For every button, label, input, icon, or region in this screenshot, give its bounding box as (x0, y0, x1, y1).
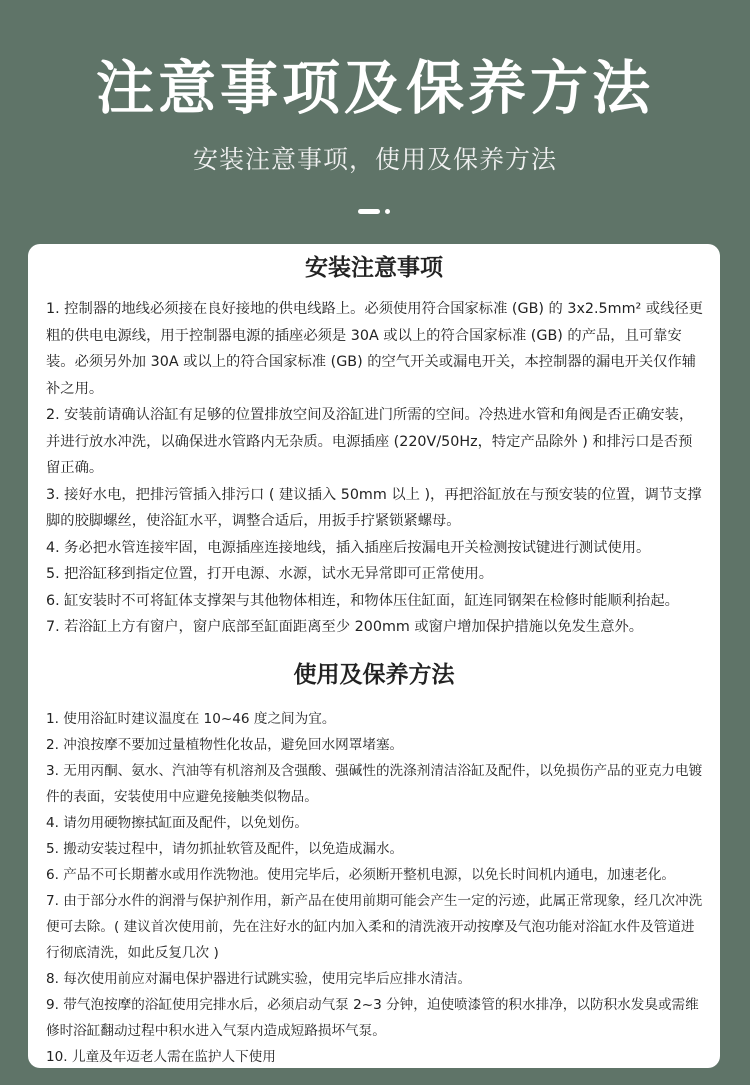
maintenance-list (28, 706, 720, 1069)
list-item: 4. 务必把水管连接牢固，电源插座连接地线，插入插座后按漏电开关检测按试键进行测试使用。 (46, 539, 651, 556)
list-item: 2. 安装前请确认浴缸有足够的位置排放空间及浴缸进门所需的空间。冷热进水管和角阀是否正确安装，并进行放水冲洗，以确保进水管路内无杂质。电源插座 (220V/50Hz，特定产品除外 ) 和排污口是否预留正确。 (46, 407, 694, 476)
list-item: 1. 使用浴缸时建议温度在 10~46 度之间为宜。 (46, 710, 336, 727)
installation-list (28, 296, 720, 641)
list-item: 3. 接好水电，把排污管插入排污口 ( 建议插入 50mm 以上 )，再把浴缸放在与预安装的位置，调节支撑脚的胶脚螺丝，使浴缸水平，调整合适后，用扳手拧紧锁紧螺母。 (46, 486, 702, 529)
section-title-installation: 安装注意事项 (305, 255, 443, 281)
section-title-maintenance: 使用及保养方法 (293, 661, 455, 688)
list-item: 3. 无用丙酮、氨水、汽油等有机溶剂及含强酸、强碱性的洗涤剂清洁浴缸及配件，以免损伤产品的亚克力电镀件的表面，安装使用中应避免接触类似物品。 (46, 762, 703, 805)
list-item: 7. 由于部分水件的润滑与保护剂作用，新产品在使用前期可能会产生一定的污迹，此属正常现象，经几次冲洗便可去除。( 建议首次使用前，先在注好水的缸内加入柔和的清洗液开动按摩及气泡功能对浴缸水件及管道进行彻底清洗，如此反复几次 ) (46, 892, 703, 961)
list-item: 7. 若浴缸上方有窗户，窗户底部至缸面距离至少 200mm 或窗户增加保护措施以免发生意外。 (46, 619, 644, 635)
list-item: 9. 带气泡按摩的浴缸使用完排水后，必须启动气泵 2~3 分钟，迫使喷漆管的积水排净，以防积水发臭或需维修时浴缸翻动过程中积水进入气泵内造成短路损坏气泵。 (46, 996, 699, 1039)
list-item: 4. 请勿用硬物擦拭缸面及配件，以免划伤。 (46, 814, 308, 831)
list-item: 5. 把浴缸移到指定位置，打开电源、水源，试水无异常即可正常使用。 (46, 566, 494, 582)
page-title: 注意事项及保养方法 (95, 54, 654, 122)
divider-dot (385, 209, 390, 214)
content-card (28, 244, 720, 1068)
list-item: 6. 缸安装时不可将缸体支撑架与其他物体相连，和物体压住缸面，缸连同钢架在检修时能顺利抬起。 (46, 592, 679, 609)
list-item: 2. 冲浪按摩不要加过量植物性化妆品，避免回水网罩堵塞。 (46, 736, 404, 753)
list-item: 6. 产品不可长期蓄水或用作洗物池。使用完毕后，必须断开整机电源，以免长时间机内通电，加速老化。 (46, 866, 676, 883)
page-subtitle: 安装注意事项，使用及保养方法 (192, 145, 557, 174)
list-item: 10. 儿童及年迈老人需在监护人下使用 (46, 1048, 276, 1065)
list-item: 1. 控制器的地线必须接在良好接地的供电线路上。必须使用符合国家标准 (GB) 的 3x2.5mm² 或线径更粗的供电电源线，用于控制器电源的插座必须是 30A 或以上的符合国家标准 (GB) 的产品，且可靠安装。必须另外加 30A 或以上的符合国家标准 (GB) 的空气开关或漏电开关，本控制器的漏电开关仅作辅补之用。 (46, 301, 703, 397)
divider-bar (358, 209, 380, 214)
list-item: 8. 每次使用前应对漏电保护器进行试跳实验，使用完毕后应排水清洁。 (46, 970, 472, 987)
title-divider (0, 209, 750, 215)
list-item: 5. 搬动安装过程中，请勿抓扯软管及配件，以免造成漏水。 (46, 840, 404, 857)
